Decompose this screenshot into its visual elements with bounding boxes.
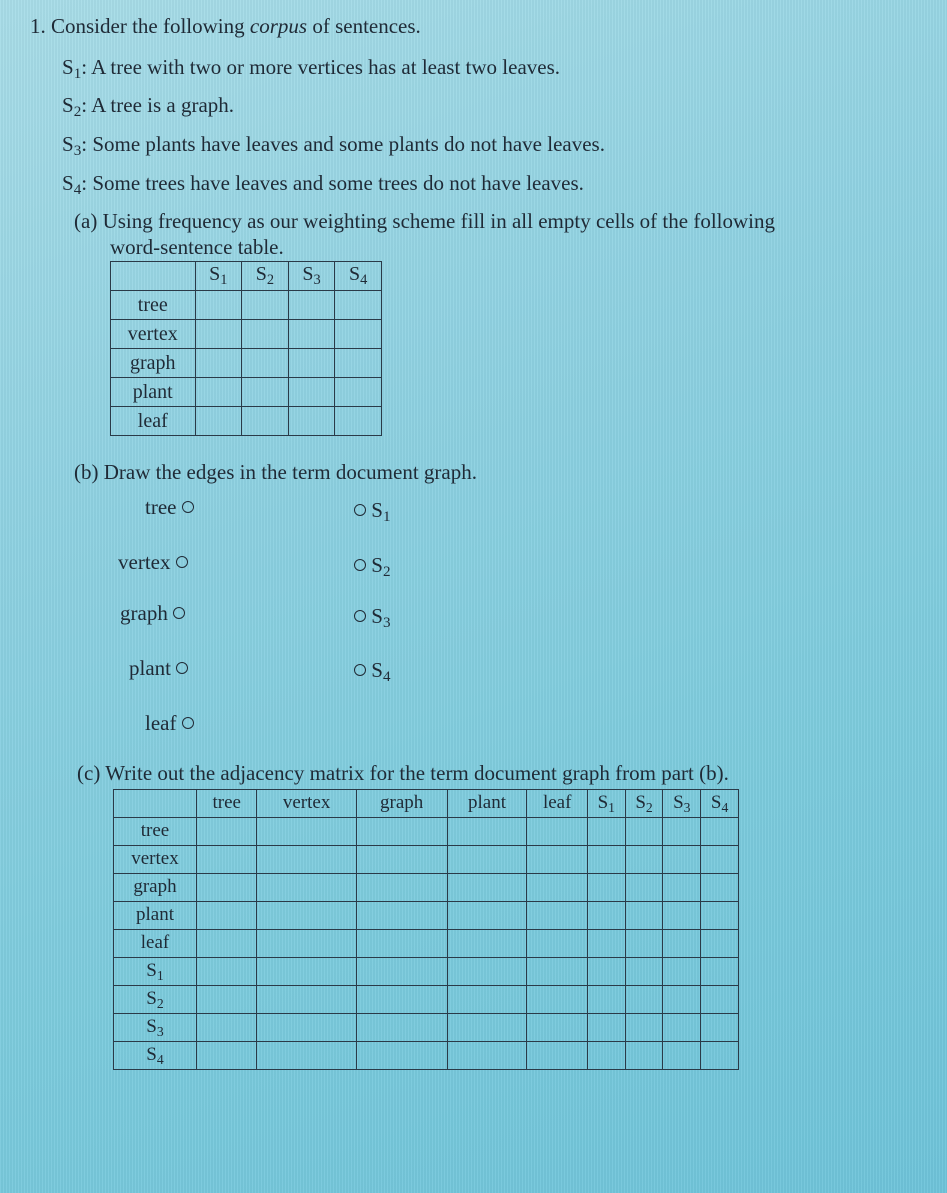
sentence-4 (62, 173, 584, 198)
matrix-cell[interactable] (197, 1042, 257, 1070)
matrix-cell[interactable] (447, 958, 527, 986)
adjacency-matrix-table (113, 789, 739, 1070)
table-cell[interactable] (195, 291, 242, 320)
term-label: tree (145, 495, 177, 519)
document-node-s1[interactable]: $S_1$ (354, 500, 391, 525)
problem-intro-end: of sentences. (307, 14, 421, 38)
matrix-cell[interactable] (257, 818, 356, 846)
matrix-cell[interactable] (447, 986, 527, 1014)
matrix-cell[interactable] (663, 874, 701, 902)
matrix-cell[interactable] (447, 1014, 527, 1042)
matrix-cell[interactable] (587, 1014, 625, 1042)
matrix-cell[interactable] (197, 874, 257, 902)
matrix-cell[interactable] (447, 874, 527, 902)
matrix-cell[interactable] (527, 1014, 587, 1042)
sentence-index: 2 (73, 104, 82, 121)
part-a-label: (a) (74, 209, 98, 233)
part-c-instruction (77, 763, 729, 784)
part-a-text-line1: Using frequency as our weighting scheme fill in all empty cells of the following (102, 209, 775, 233)
matrix-row (114, 986, 739, 1014)
sentence-index: 4 (73, 182, 82, 199)
matrix-row-label: $S_3$ (114, 1014, 197, 1042)
node-circle-icon[interactable] (176, 662, 188, 674)
table-row (111, 291, 382, 320)
sentence-text: : Some trees have leaves and some trees do not have leaves. (81, 171, 584, 195)
matrix-row (114, 1014, 739, 1042)
matrix-cell[interactable] (356, 1042, 447, 1070)
sentence-index: 1 (73, 66, 82, 83)
table-header-row (111, 262, 382, 291)
matrix-cell[interactable] (663, 1014, 701, 1042)
sentence-label: S (62, 55, 74, 79)
matrix-cell[interactable] (527, 986, 587, 1014)
column-header: $S_2$ (242, 262, 289, 291)
table-cell[interactable] (335, 378, 382, 407)
table-cell[interactable] (242, 320, 289, 349)
matrix-cell[interactable] (257, 1042, 356, 1070)
matrix-row (114, 846, 739, 874)
matrix-corner-cell (114, 790, 197, 818)
sentence-text: : A tree with two or more vertices has at least two leaves. (81, 55, 561, 79)
matrix-cell[interactable] (527, 818, 587, 846)
matrix-header-row (114, 790, 739, 818)
sentence-2 (62, 95, 234, 120)
matrix-cell[interactable] (197, 930, 257, 958)
matrix-cell[interactable] (701, 874, 739, 902)
matrix-cell[interactable] (197, 958, 257, 986)
table-cell[interactable] (288, 378, 335, 407)
term-node-vertex[interactable] (118, 552, 188, 573)
node-circle-icon[interactable] (354, 664, 366, 676)
matrix-cell[interactable] (356, 930, 447, 958)
matrix-cell[interactable] (663, 846, 701, 874)
table-cell[interactable] (335, 349, 382, 378)
matrix-cell[interactable] (356, 818, 447, 846)
node-circle-icon[interactable] (354, 559, 366, 571)
table-cell[interactable] (195, 349, 242, 378)
matrix-column-header: leaf (527, 790, 587, 818)
matrix-column-header: plant (447, 790, 527, 818)
node-circle-icon[interactable] (354, 610, 366, 622)
matrix-cell[interactable] (625, 818, 663, 846)
matrix-cell[interactable] (625, 1042, 663, 1070)
matrix-cell[interactable] (625, 930, 663, 958)
matrix-cell[interactable] (587, 958, 625, 986)
table-cell[interactable] (335, 291, 382, 320)
matrix-row-label: $S_2$ (114, 986, 197, 1014)
matrix-cell[interactable] (663, 930, 701, 958)
matrix-cell[interactable] (701, 958, 739, 986)
matrix-cell[interactable] (587, 846, 625, 874)
matrix-cell[interactable] (701, 818, 739, 846)
table-cell[interactable] (195, 378, 242, 407)
part-c-label: (c) (77, 761, 101, 785)
matrix-cell[interactable] (625, 902, 663, 930)
matrix-row-label: $S_1$ (114, 958, 197, 986)
matrix-row (114, 958, 739, 986)
table-cell[interactable] (335, 320, 382, 349)
term-node-leaf[interactable] (145, 713, 194, 734)
matrix-column-header: graph (356, 790, 447, 818)
part-c-text: Write out the adjacency matrix for the term document graph from part (b). (105, 761, 729, 785)
matrix-cell[interactable] (257, 986, 356, 1014)
matrix-cell[interactable] (701, 902, 739, 930)
row-label: tree (111, 291, 196, 320)
part-b-text: Draw the edges in the term document graph. (103, 460, 477, 484)
matrix-cell[interactable] (197, 818, 257, 846)
matrix-cell[interactable] (356, 958, 447, 986)
matrix-cell[interactable] (356, 1014, 447, 1042)
sentence-1 (62, 57, 560, 82)
matrix-row-label: plant (114, 902, 197, 930)
matrix-cell[interactable] (663, 1042, 701, 1070)
node-circle-icon[interactable] (354, 504, 366, 516)
table-row (111, 349, 382, 378)
matrix-cell[interactable] (587, 986, 625, 1014)
matrix-cell[interactable] (447, 1042, 527, 1070)
matrix-cell[interactable] (663, 986, 701, 1014)
matrix-row (114, 902, 739, 930)
matrix-row-label: vertex (114, 846, 197, 874)
matrix-cell[interactable] (587, 902, 625, 930)
sentence-text: : A tree is a graph. (81, 93, 235, 117)
matrix-cell[interactable] (587, 874, 625, 902)
node-circle-icon[interactable] (176, 556, 188, 568)
table-corner-cell (111, 262, 196, 291)
sentence-label: S (62, 132, 74, 156)
matrix-cell[interactable] (701, 930, 739, 958)
table-cell[interactable] (242, 407, 289, 436)
matrix-cell[interactable] (257, 902, 356, 930)
matrix-column-header: $S_2$ (625, 790, 663, 818)
column-header: $S_4$ (335, 262, 382, 291)
matrix-cell[interactable] (527, 958, 587, 986)
matrix-row (114, 874, 739, 902)
matrix-cell[interactable] (625, 986, 663, 1014)
table-cell[interactable] (288, 320, 335, 349)
document-node-s2[interactable]: $S_2$ (354, 555, 391, 580)
matrix-cell[interactable] (257, 958, 356, 986)
column-header: $S_3$ (288, 262, 335, 291)
matrix-row-label: tree (114, 818, 197, 846)
matrix-row (114, 818, 739, 846)
matrix-cell[interactable] (663, 958, 701, 986)
matrix-cell[interactable] (527, 846, 587, 874)
matrix-cell[interactable] (257, 846, 356, 874)
row-label: graph (111, 349, 196, 378)
matrix-cell[interactable] (625, 958, 663, 986)
matrix-row (114, 1042, 739, 1070)
matrix-cell[interactable] (527, 902, 587, 930)
matrix-cell[interactable] (447, 930, 527, 958)
part-a-text-line2: word-sentence table. (110, 235, 284, 259)
table-cell[interactable] (242, 378, 289, 407)
table-cell[interactable] (288, 349, 335, 378)
matrix-cell[interactable] (527, 1042, 587, 1070)
matrix-cell[interactable] (356, 902, 447, 930)
row-label: leaf (111, 407, 196, 436)
node-circle-icon[interactable] (173, 607, 185, 619)
matrix-cell[interactable] (257, 930, 356, 958)
word-sentence-table (110, 261, 382, 436)
sentence-label: S (62, 93, 74, 117)
term-label: vertex (118, 550, 171, 574)
matrix-cell[interactable] (257, 1014, 356, 1042)
table-cell[interactable] (288, 291, 335, 320)
matrix-column-header: vertex (257, 790, 356, 818)
row-label: plant (111, 378, 196, 407)
matrix-row (114, 930, 739, 958)
matrix-row-label: $S_4$ (114, 1042, 197, 1070)
matrix-cell[interactable] (587, 818, 625, 846)
term-label: leaf (145, 711, 177, 735)
matrix-cell[interactable] (527, 874, 587, 902)
sentence-text: : Some plants have leaves and some plants do not have leaves. (81, 132, 605, 156)
matrix-column-header: $S_4$ (701, 790, 739, 818)
table-cell[interactable] (242, 349, 289, 378)
matrix-cell[interactable] (625, 1014, 663, 1042)
problem-number: 1. (30, 14, 46, 38)
part-b-label: (b) (74, 460, 99, 484)
matrix-cell[interactable] (587, 1042, 625, 1070)
matrix-cell[interactable] (447, 902, 527, 930)
part-b-instruction (74, 462, 477, 483)
matrix-cell[interactable] (356, 986, 447, 1014)
matrix-row-label: graph (114, 874, 197, 902)
term-node-graph[interactable] (120, 603, 185, 624)
matrix-cell[interactable] (701, 1042, 739, 1070)
matrix-cell[interactable] (701, 986, 739, 1014)
table-row (111, 320, 382, 349)
matrix-cell[interactable] (356, 846, 447, 874)
document-node-s4[interactable]: $S_4$ (354, 660, 391, 685)
term-node-tree[interactable] (145, 497, 194, 518)
table-cell[interactable] (242, 291, 289, 320)
matrix-cell[interactable] (625, 874, 663, 902)
matrix-cell[interactable] (447, 818, 527, 846)
part-a-instruction (74, 211, 775, 232)
matrix-row-label: leaf (114, 930, 197, 958)
term-node-plant[interactable] (129, 658, 188, 679)
node-circle-icon[interactable] (182, 501, 194, 513)
matrix-cell[interactable] (527, 930, 587, 958)
matrix-cell[interactable] (257, 874, 356, 902)
table-cell[interactable] (288, 407, 335, 436)
matrix-cell[interactable] (701, 846, 739, 874)
node-circle-icon[interactable] (182, 717, 194, 729)
matrix-cell[interactable] (197, 1014, 257, 1042)
matrix-cell[interactable] (663, 818, 701, 846)
matrix-cell[interactable] (197, 846, 257, 874)
table-cell[interactable] (195, 320, 242, 349)
matrix-column-header: $S_1$ (587, 790, 625, 818)
matrix-cell[interactable] (587, 930, 625, 958)
matrix-cell[interactable] (663, 902, 701, 930)
sentence-label: S (62, 171, 74, 195)
matrix-cell[interactable] (625, 846, 663, 874)
matrix-cell[interactable] (197, 986, 257, 1014)
table-row (111, 378, 382, 407)
matrix-cell[interactable] (447, 846, 527, 874)
sentence-index: 3 (73, 143, 82, 160)
problem-title (30, 16, 421, 37)
document-node-s3[interactable]: $S_3$ (354, 606, 391, 631)
matrix-cell[interactable] (701, 1014, 739, 1042)
row-label: vertex (111, 320, 196, 349)
table-cell[interactable] (335, 407, 382, 436)
table-row (111, 407, 382, 436)
matrix-cell[interactable] (356, 874, 447, 902)
table-cell[interactable] (195, 407, 242, 436)
sentence-3 (62, 134, 605, 159)
term-label: graph (120, 601, 168, 625)
matrix-column-header: $S_3$ (663, 790, 701, 818)
matrix-column-header: tree (197, 790, 257, 818)
matrix-cell[interactable] (197, 902, 257, 930)
term-label: plant (129, 656, 171, 680)
problem-intro-start: Consider the following (51, 14, 250, 38)
problem-intro-italic: corpus (249, 14, 308, 38)
column-header: $S_1$ (195, 262, 242, 291)
